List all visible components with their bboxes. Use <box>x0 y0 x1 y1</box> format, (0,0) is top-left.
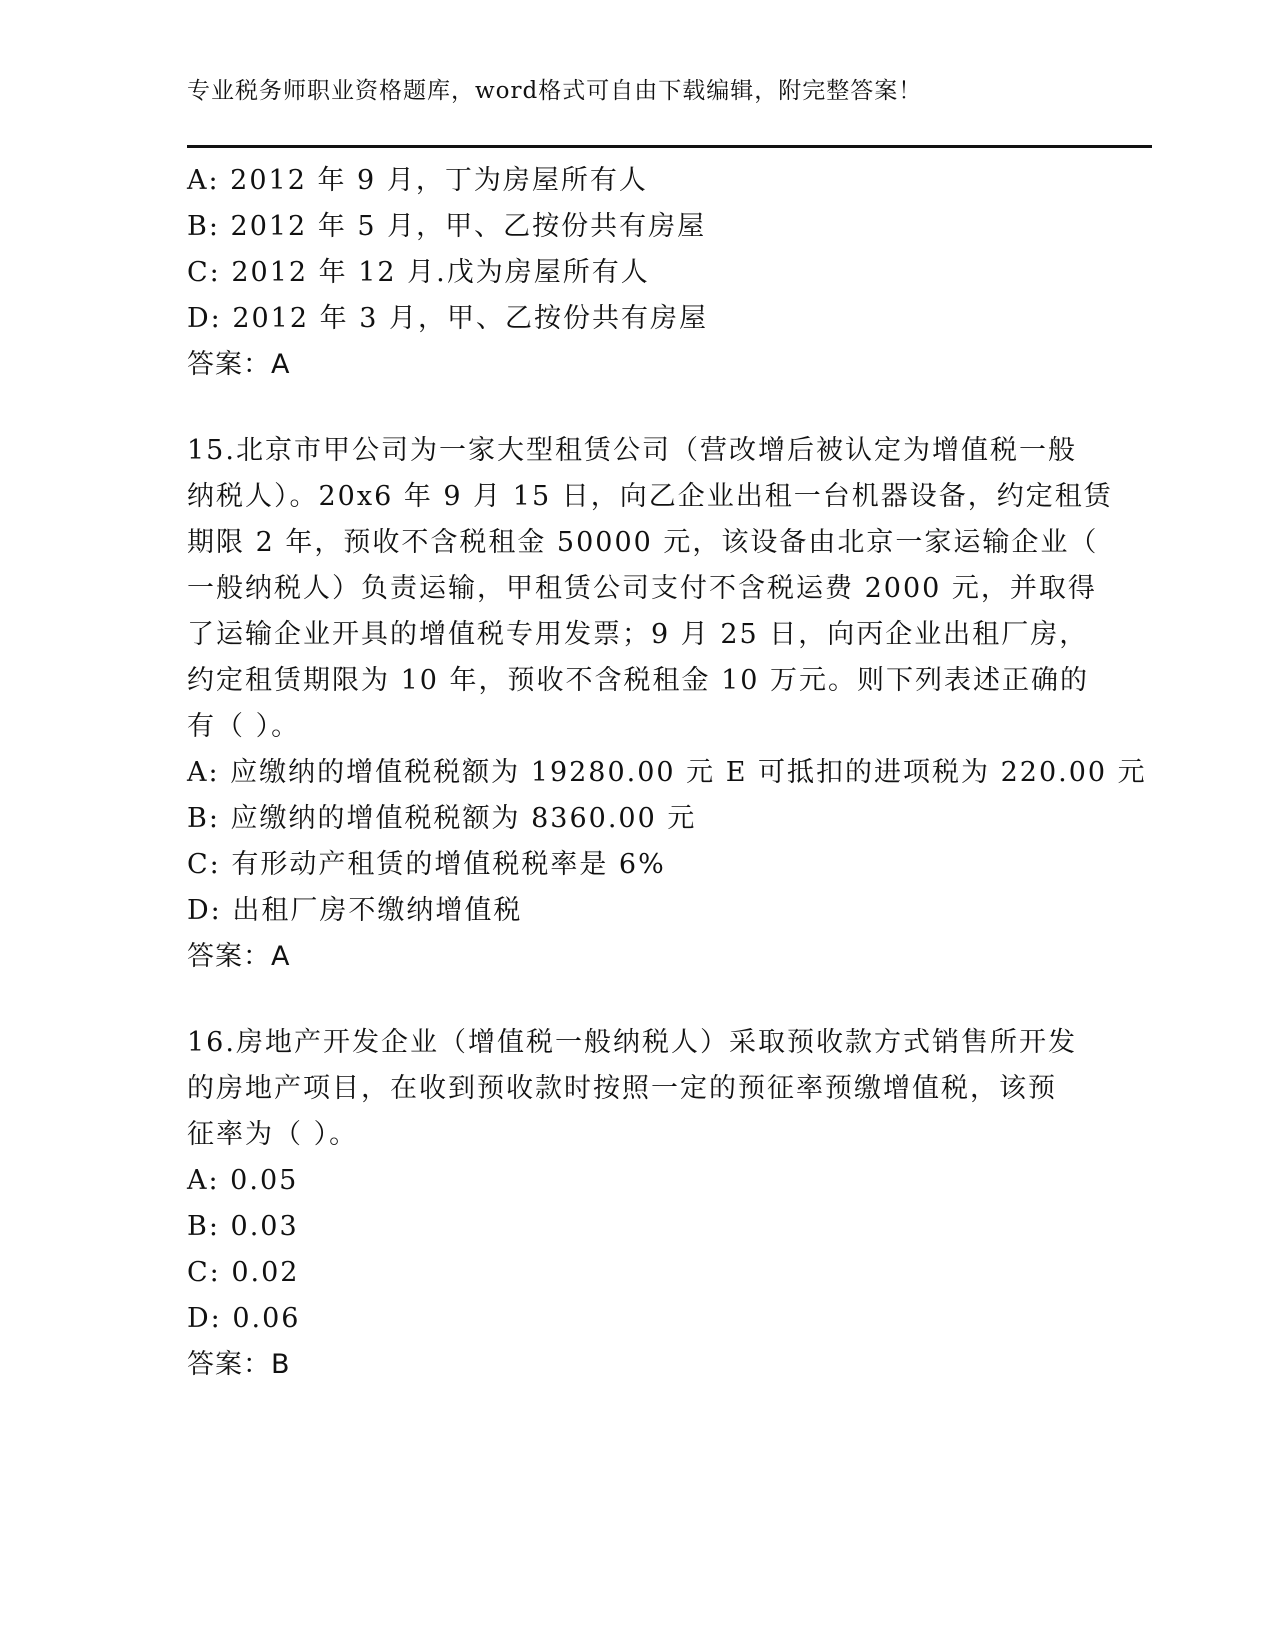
header-divider <box>187 145 1152 148</box>
spacer <box>187 388 1087 428</box>
stem-line: 16.房地产开发企业（增值税一般纳税人）采取预收款方式销售所开发 <box>187 1027 1077 1058</box>
option-b: B: 2012 年 5 月，甲、乙按份共有房屋 <box>187 211 707 242</box>
question-15-stem <box>187 428 1113 750</box>
stem-line: 一般纳税人）负责运输，甲租赁公司支付不含税运费 2000 元，并取得 <box>187 573 1097 604</box>
stem-line: 有（ ）。 <box>187 711 301 742</box>
option-c: C: 有形动产租赁的增值税税率是 6% <box>187 849 666 880</box>
question-14-options <box>187 158 1087 342</box>
page-header: 专业税务师职业资格题库，word格式可自由下载编辑，附完整答案！ <box>187 78 923 104</box>
question-16-stem <box>187 1020 1087 1158</box>
stem-line: 期限 2 年，预收不含税租金 50000 元，该设备由北京一家运输企业（ <box>187 527 1099 558</box>
question-14-answer: 答案：A <box>187 349 291 380</box>
option-b: B: 0.03 <box>187 1211 299 1242</box>
option-d: D: 2012 年 3 月，甲、乙按份共有房屋 <box>187 303 708 334</box>
stem-line: 15.北京市甲公司为一家大型租赁公司（营改增后被认定为增值税一般 <box>187 435 1077 466</box>
option-c: C: 0.02 <box>187 1257 300 1288</box>
stem-line: 了运输企业开具的增值税专用发票；9 月 25 日，向丙企业出租厂房， <box>187 619 1089 650</box>
question-content <box>187 158 1147 1388</box>
option-d: D: 0.06 <box>187 1303 301 1334</box>
question-16-options <box>187 1158 1087 1342</box>
stem-line: 约定租赁期限为 10 年，预收不含税租金 10 万元。则下列表述正确的 <box>187 665 1090 696</box>
stem-line: 征率为（ ）。 <box>187 1119 359 1150</box>
question-15-options <box>187 750 1147 934</box>
option-a: A: 2012 年 9 月，丁为房屋所有人 <box>187 165 648 196</box>
stem-line: 纳税人）。20x6 年 9 月 15 日，向乙企业出租一台机器设备，约定租赁 <box>187 481 1113 512</box>
spacer <box>187 980 1087 1020</box>
option-a: A: 应缴纳的增值税税额为 19280.00 元 E 可抵扣的进项税为 220.00 元 <box>187 757 1147 788</box>
option-c: C: 2012 年 12 月.戊为房屋所有人 <box>187 257 650 288</box>
option-b: B: 应缴纳的增值税税额为 8360.00 元 <box>187 803 697 834</box>
question-15-answer: 答案：A <box>187 941 291 972</box>
stem-line: 的房地产项目，在收到预收款时按照一定的预征率预缴增值税，该预 <box>187 1073 1057 1104</box>
option-d: D: 出租厂房不缴纳增值税 <box>187 895 523 926</box>
option-a: A: 0.05 <box>187 1165 299 1196</box>
question-16-answer: 答案：B <box>187 1349 291 1380</box>
